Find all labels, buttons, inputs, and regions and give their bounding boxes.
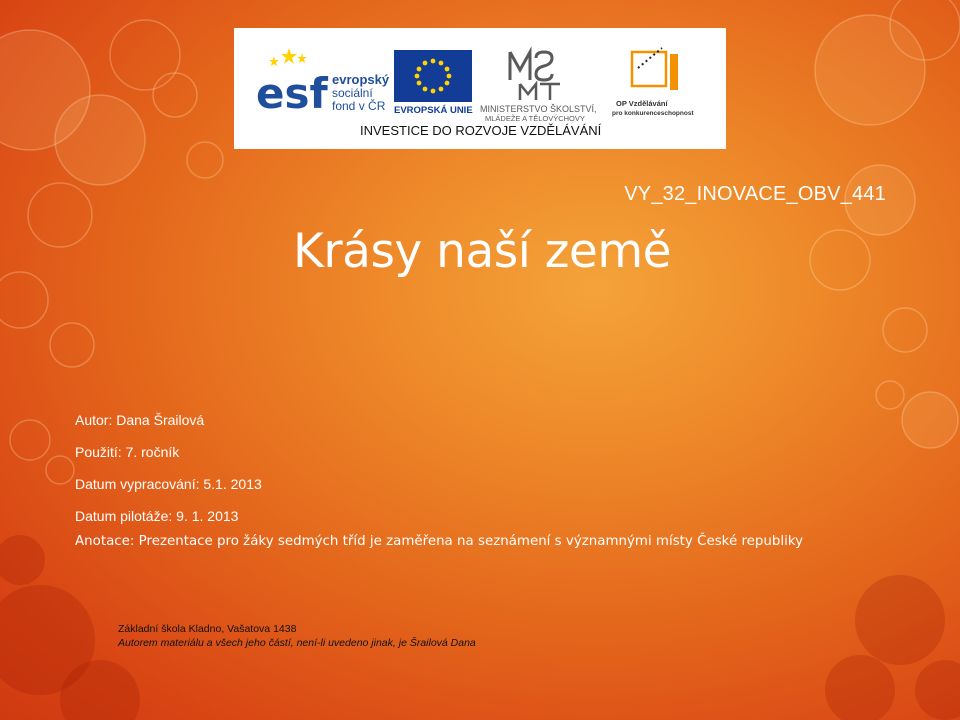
- created-date-text: Datum vypracování: 5.1. 2013: [75, 476, 262, 492]
- school-text: Základní škola Kladno, Vašatova 1438: [118, 623, 297, 635]
- author-text: Autor: Dana Šrailová: [75, 412, 205, 428]
- footer: [118, 622, 476, 650]
- eu-flag-logo: [394, 50, 473, 116]
- logo-banner: [234, 28, 726, 149]
- msmt-text-1: MINISTERSTVO ŠKOLSTVÍ,: [480, 104, 597, 114]
- usage-text: Použití: 7. ročník: [75, 444, 180, 460]
- esf-text-3: fond v ČR: [332, 99, 386, 113]
- meta-block: [75, 411, 262, 539]
- piloted-date-text: Datum pilotáže: 9. 1. 2013: [75, 508, 239, 524]
- msmt-text-2: MLÁDEŽE A TĚLOVÝCHOVY: [485, 114, 585, 123]
- investice-text: INVESTICE DO ROZVOJE VZDĚLÁVÁNÍ: [360, 123, 602, 138]
- esf-text-2: sociální: [332, 86, 373, 100]
- op-text-2: pro konkurenceschopnost: [612, 110, 694, 117]
- annotation-text: Anotace: Prezentace pro žáky sedmých tříd je zaměřena na seznámení s významnými místy České republiky: [75, 534, 804, 549]
- msmt-logo: [480, 52, 597, 123]
- copyright-text: Autorem materiálu a všech jeho částí, není-li uvedeno jinak, je Šrailová Dana: [118, 637, 476, 649]
- op-logo: [612, 48, 694, 117]
- svg-text:esf: esf: [256, 69, 328, 118]
- esf-logo: [256, 46, 390, 118]
- esf-text-1: evropský: [332, 72, 390, 87]
- op-text-1: OP Vzdělávání: [616, 99, 668, 108]
- slide-title: Krásy naší země: [293, 224, 672, 279]
- eu-label: EVROPSKÁ UNIE: [394, 105, 473, 116]
- material-code: VY_32_INOVACE_OBV_441: [624, 183, 886, 205]
